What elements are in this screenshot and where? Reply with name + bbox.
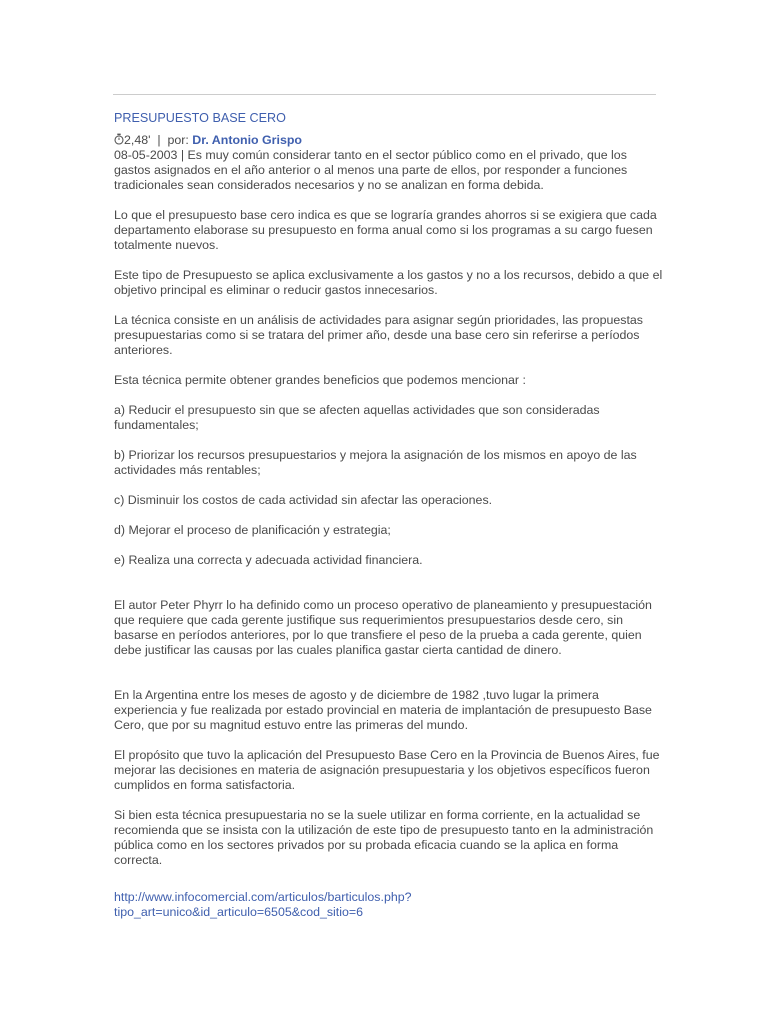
paragraph: La técnica consiste en un análisis de actividades para asignar según prioridades, las propuestas presupuestarias como si se tratara del primer año, desde una base cero sin referirse a períodos anteriores. <box>114 313 643 357</box>
meta-separator: | <box>157 133 161 147</box>
source-link[interactable]: http://www.infocomercial.com/articulos/barticulos.php?tipo_art=unico&id_articulo=6505&cod_sitio=6 <box>114 890 412 919</box>
author-link[interactable]: Dr. Antonio Grispo <box>192 133 302 147</box>
by-label: por: <box>167 133 189 147</box>
paragraph-intro: 08-05-2003 | Es muy común considerar tanto en el sector público como en el privado, que los gastos asignados en el año anterior o al menos una parte de ellos, por responder a funciones tradicionales sean considerados necesarios y no se analizan en forma debida. <box>114 148 628 192</box>
list-item: e) Realiza una correcta y adecuada actividad financiera. <box>114 553 423 567</box>
article-title: PRESUPUESTO BASE CERO <box>114 111 286 125</box>
read-duration: 2,48' <box>124 133 151 147</box>
paragraph: Si bien esta técnica presupuestaria no se la suele utilizar en forma corriente, en la actualidad se recomienda que se insista con la utilización de este tipo de presupuesto tanto en la administración pública como en los sectores privados por su probada eficacia cuando se la aplica en forma correcta. <box>114 808 654 867</box>
top-divider <box>113 94 656 95</box>
paragraph: Lo que el presupuesto base cero indica es que se lograría grandes ahorros si se exigiera que cada departamento elaborase su presupuesto en forma anual como si los programas a su cargo fuesen totalmente nuevos. <box>114 208 657 252</box>
list-item: d) Mejorar el proceso de planificación y estrategia; <box>114 523 391 537</box>
article <box>114 110 664 920</box>
paragraph: En la Argentina entre los meses de agosto y de diciembre de 1982 ,tuvo lugar la primera experiencia y fue realizada por estado provincial en materia de implantación de presupuesto Base Cero, que por su magnitud estuvo entre las primeras del mundo. <box>114 688 652 732</box>
paragraph: El autor Peter Phyrr lo ha definido como un proceso operativo de planeamiento y presupuestación que requiere que cada gerente justifique sus requerimientos presupuestarios desde cero, sin basarse en períodos anteriores, por lo que transfiere el peso de la prueba a cada gerente, quien debe justificar las causas por las cuales planifica gastar cierta cantidad de dinero. <box>114 598 652 657</box>
article-meta <box>114 132 664 148</box>
paragraph: Esta técnica permite obtener grandes beneficios que podemos mencionar : <box>114 373 526 387</box>
list-item: c) Disminuir los costos de cada actividad sin afectar las operaciones. <box>114 493 493 507</box>
clock-icon <box>114 133 124 145</box>
paragraph: Este tipo de Presupuesto se aplica exclusivamente a los gastos y no a los recursos, debido a que el objetivo principal es eliminar o reducir gastos innecesarios. <box>114 268 663 297</box>
list-item: b) Priorizar los recursos presupuestarios y mejora la asignación de los mismos en apoyo de las actividades más rentables; <box>114 448 637 477</box>
paragraph: El propósito que tuvo la aplicación del Presupuesto Base Cero en la Provincia de Buenos Aires, fue mejorar las decisiones en materia de asignación presupuestaria y los objetivos específicos fueron cumplidos en forma satisfactoria. <box>114 748 660 792</box>
list-item: a) Reducir el presupuesto sin que se afecten aquellas actividades que son consideradas fundamentales; <box>114 403 600 432</box>
